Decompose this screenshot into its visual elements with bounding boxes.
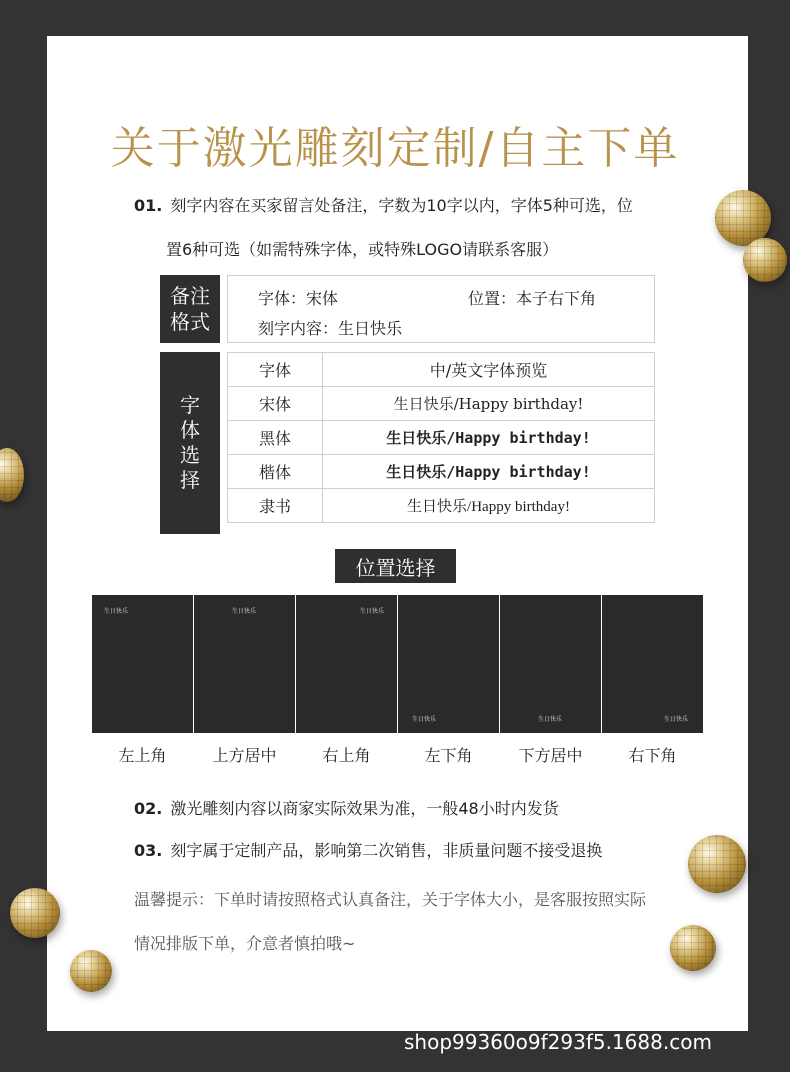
table-row [228,387,655,421]
font-preview: 生日快乐/Happy birthday! [323,489,655,523]
position-title: 位置选择 [335,549,456,583]
position-panel-top-left [92,595,193,733]
panel-sample-text: 生日快乐 [104,608,129,615]
item-1-line-1 [134,193,633,216]
font-header-name: 字体 [228,353,323,387]
shop-watermark: shop99360o9f293f5.1688.com [404,1030,712,1054]
disco-ball-decoration [70,950,112,992]
remark-position-key: 位置： [468,289,517,308]
remark-side-label-2: 格式 [170,310,210,334]
font-select-char-2: 体 [180,418,200,442]
position-label-bottom-right: 右下角 [628,746,677,765]
remark-side-label-1: 备注 [170,284,210,308]
poster-card [47,36,748,1031]
page-title: 关于激光雕刻定制/自主下单 [110,123,680,174]
position-panel-bottom-center [500,595,601,733]
position-label-bottom-left: 左下角 [424,746,473,765]
remark-content-key: 刻字内容： [258,319,339,338]
disco-ball-decoration [743,238,787,282]
panel-sample-text: 生日快乐 [412,716,437,723]
panel-sample-text: 生日快乐 [360,608,385,615]
panel-sample-text: 生日快乐 [538,716,563,723]
font-name: 黑体 [228,421,323,455]
disco-ball-decoration [10,888,60,938]
panel-sample-text: 生日快乐 [232,608,257,615]
font-header-preview: 中/英文字体预览 [323,353,655,387]
position-label-top-right: 右上角 [322,746,371,765]
remark-side-label [160,275,220,343]
remark-font-key: 字体： [258,289,307,308]
position-panel-bottom-left [398,595,499,733]
item-3-text: 刻字属于定制产品，影响第二次销售，非质量问题不接受退换 [170,841,603,860]
disco-ball-decoration [688,835,746,893]
font-select-char-3: 选 [180,443,200,467]
disco-ball-decoration [0,448,24,502]
font-preview: 生日快乐/Happy birthday! [323,387,655,421]
table-row [228,455,655,489]
tip-line-2: 情况排版下单，介意者慎拍哦~ [134,934,356,953]
item-3-number: 03. [134,841,163,860]
position-panel-top-center [194,595,295,733]
font-name: 宋体 [228,387,323,421]
position-label-bottom-center: 下方居中 [518,746,583,765]
remark-font-value: 宋体 [306,289,339,308]
remark-content [258,316,402,339]
position-label-top-center: 上方居中 [212,746,277,765]
font-preview: 生日快乐/Happy birthday! [323,455,655,489]
item-2-number: 02. [134,799,163,818]
remark-font [258,286,338,309]
font-name: 隶书 [228,489,323,523]
font-table-header [228,353,655,387]
item-3 [134,838,602,861]
font-preview: 生日快乐/Happy birthday! [323,421,655,455]
item-2-text: 激光雕刻内容以商家实际效果为准，一般48小时内发货 [170,799,559,818]
font-select-side-label [160,352,220,534]
font-table [227,352,655,523]
position-panel-top-right [296,595,397,733]
disco-ball-decoration [670,925,716,971]
font-select-char-4: 择 [180,468,200,492]
item-1-text-1: 刻字内容在买家留言处备注，字数为10字以内，字体5种可选，位 [170,196,633,215]
font-name: 楷体 [228,455,323,489]
item-2 [134,796,559,819]
table-row [228,489,655,523]
font-select-char-1: 字 [180,393,200,417]
remark-position [468,286,596,309]
panel-sample-text: 生日快乐 [664,716,689,723]
tip-line-1: 温馨提示：下单时请按照格式认真备注，关于字体大小，是客服按照实际 [134,890,647,909]
item-1-line-2: 置6种可选（如需特殊字体，或特殊LOGO请联系客服） [166,240,559,259]
position-label-top-left: 左上角 [118,746,167,765]
table-row [228,421,655,455]
remark-position-value: 本子右下角 [516,289,597,308]
position-panel-bottom-right [602,595,703,733]
remark-content-value: 生日快乐 [338,319,403,338]
item-1-number: 01. [134,196,163,215]
